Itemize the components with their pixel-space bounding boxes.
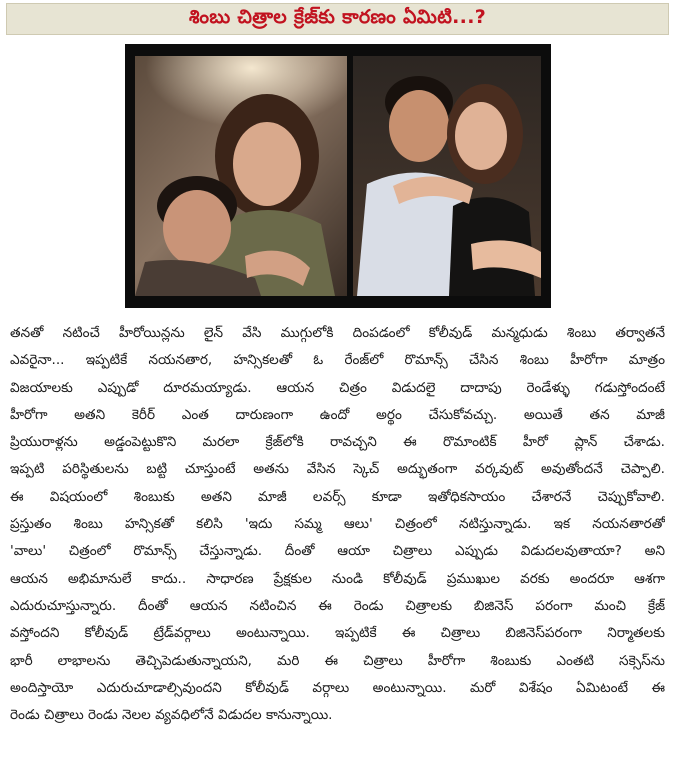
- photo-left-image: [135, 56, 347, 296]
- article-line: హీరోగా అతని కెరీర్ ఎంత దారుణంగా ఉందో అర్థం చేసుకోవచ్చు. అయితే తన మాజీ: [10, 406, 665, 423]
- article-line: భారీ లాభాలను తెచ్చిపెడుతున్నాయని, మరి ఈ చిత్రాలు హీరోగా శింబుకు ఎంతటి సక్సెస్‌ను: [10, 652, 665, 669]
- article-line: ఇప్పటి పరిస్థితులను బట్టి చూస్తుంటే అతను వేసిన స్కెచ్ అద్భుతంగా వర్కవుట్ అవుతోందనే చెప్పాలి.: [10, 461, 665, 478]
- article-line: ఈ విషయంలో శింబుకు అతని మాజీ లవర్స్ కూడా ఇతోధికసాయం చేశారనే చెప్పుకోవాలి.: [10, 488, 665, 505]
- article-line: ఆయన అభిమానులే కాదు.. సాధారణ ప్రేక్షకుల నుండి కోలీవుడ్ ప్రముఖుల వరకు అందరూ ఆశగా: [10, 570, 665, 587]
- photo-right: [353, 56, 541, 296]
- article-line: ఎవరైనా... ఇప్పటికే నయనతార, హన్సికలతో ఓ రేంజ్‌లో రొమాన్స్ చేసిన శింబు హీరోగా మాత్రం: [10, 352, 665, 369]
- headline-title: శింబు చిత్రాల క్రేజ్‌కు కారణం ఏమిటి...?: [188, 5, 487, 28]
- article-line: తనతో నటించే హీరోయిన్లను లైన్ వేసి ముగ్గులోకి దింపడంలో కోలీవుడ్ మన్మధుడు శింబు తర్వాతనే: [10, 325, 665, 341]
- article-line: విజయాలకు ఎప్పుడో దూరమయ్యాడు. ఆయన చిత్రం విడుదలై దాదాపు రెండేళ్ళు గడుస్తోందంటే: [10, 379, 665, 396]
- article-line: వస్తోందని కోలీవుడ్ ట్రేడ్‌వర్గాలు అంటున్నాయి. ఇప్పటికే ఈ చిత్రాలు బిజినెస్‌పరంగా నిర్మాతలకు: [10, 625, 665, 642]
- photo-right-image: [353, 56, 541, 296]
- article-line: అందిస్తాయో ఎదురుచూడాల్సివుందని కోలీవుడ్ వర్గాలు అంటున్నాయి. మరో విశేషం ఏమిటంటే ఈ: [10, 679, 665, 696]
- article-body: [10, 320, 665, 729]
- article-line: 'వాలు' చిత్రంలో రొమాన్స్ చేస్తున్నాడు. దీంతో ఆయా చిత్రాలు ఎప్పుడు విడుదలవుతాయా? అని: [10, 543, 665, 560]
- article-line: ఎదురుచూస్తున్నారు. దీంతో ఆయన నటించిన ఈ రెండు చిత్రాలకు బిజినెస్ పరంగా మంచి క్రేజ్: [10, 597, 665, 614]
- headline-banner: [6, 3, 669, 35]
- photo-collage: [125, 44, 551, 308]
- article-line: ప్రస్తుతం శింబు హన్సికతో కలిసి 'ఇదు సమ్మ ఆలు' చిత్రంలో నటిస్తున్నాడు. ఇక నయనతారతో: [10, 516, 665, 533]
- photo-left: [135, 56, 347, 296]
- article-line: ప్రియురాళ్లను అడ్డంపెట్టుకొని మరలా క్రేజ్‌లోకి రావచ్చని ఈ రొమాంటిక్ హీరో ప్లాన్ చేశాడు.: [10, 434, 665, 451]
- article-line: రెండు చిత్రాలు రెండు నెలల వ్యవధిలోనే విడుదల కానున్నాయి.: [10, 707, 333, 724]
